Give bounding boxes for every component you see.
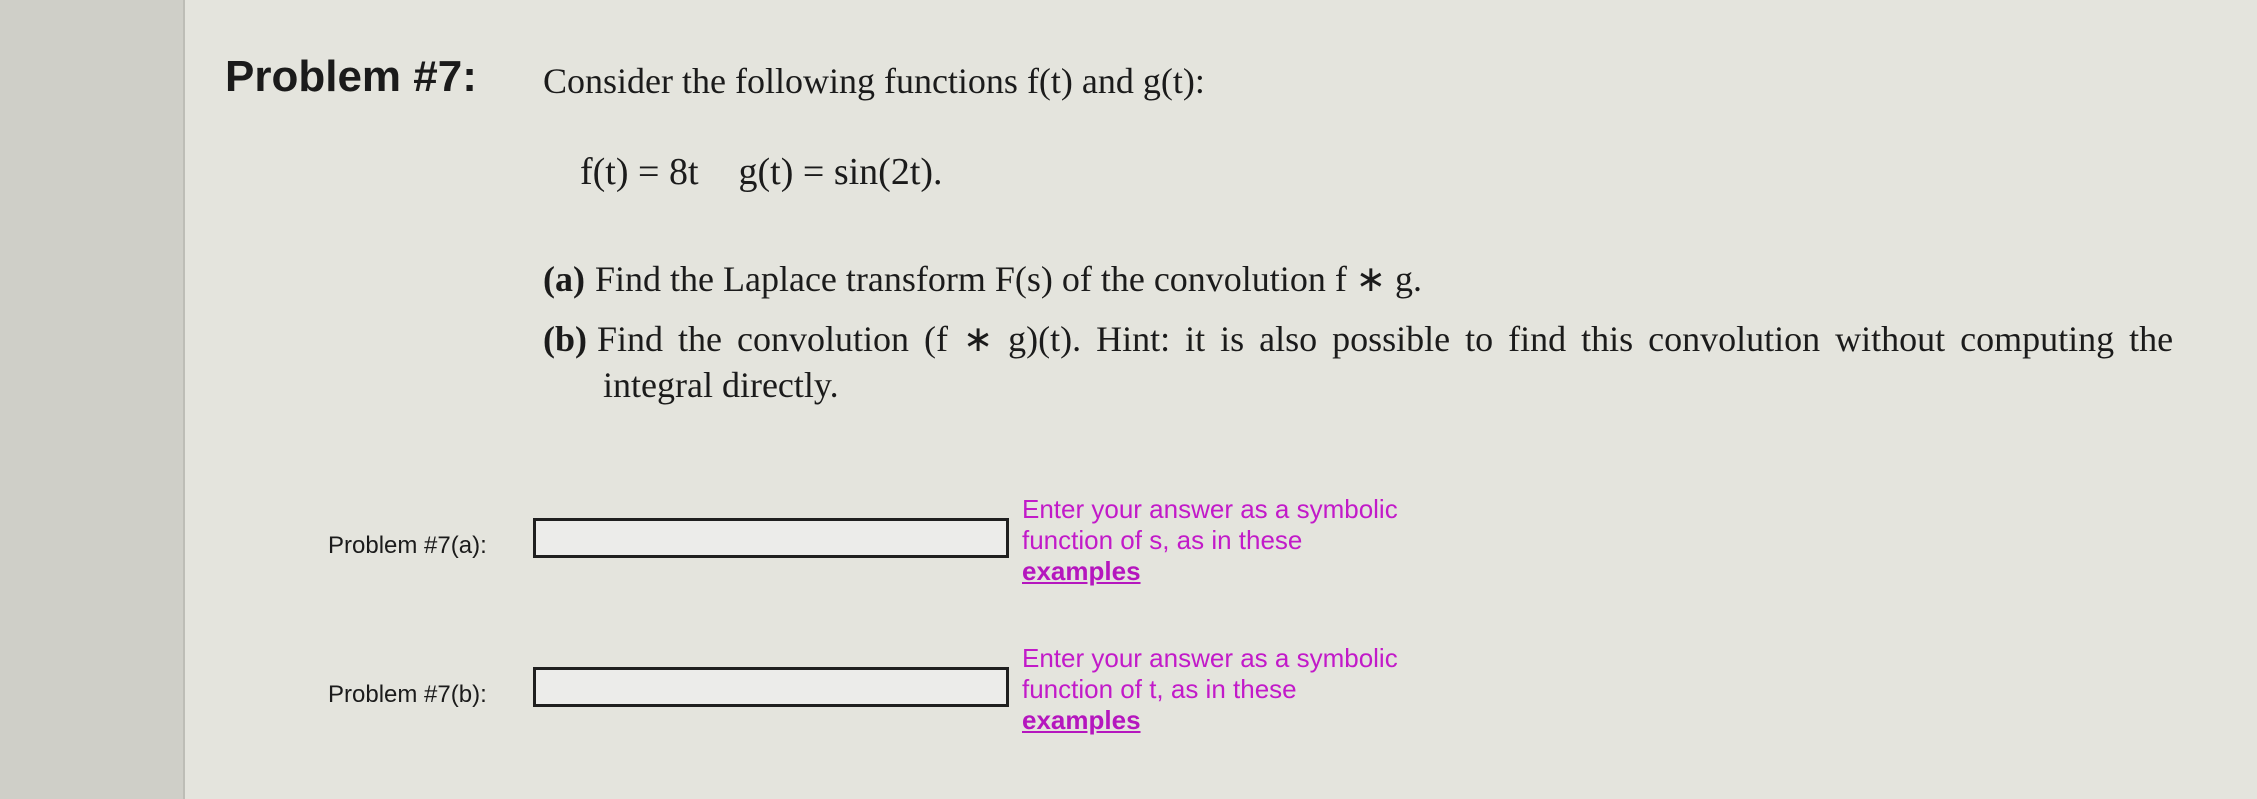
answer-b-input[interactable] bbox=[533, 667, 1009, 707]
part-a-text: Find the Laplace transform F(s) of the convolution f ∗ g. bbox=[594, 259, 1422, 299]
part-b-text-line1: Find the convolution (f ∗ g)(t). Hint: it is also possible to find this convolution without computing the bbox=[597, 319, 2174, 359]
part-b-text-line2: integral directly. bbox=[603, 365, 839, 405]
answer-b-hint bbox=[1022, 643, 1398, 736]
g-definition: g(t) = sin(2t). bbox=[738, 151, 943, 193]
part-a bbox=[543, 256, 1422, 302]
part-b bbox=[543, 316, 2243, 408]
problem-heading: Problem #7: bbox=[225, 52, 477, 101]
answer-a-hint bbox=[1022, 494, 1398, 587]
left-margin-strip bbox=[0, 0, 185, 799]
f-definition: f(t) = 8t bbox=[580, 151, 699, 193]
answer-a-examples-link[interactable]: examples bbox=[1022, 556, 1141, 586]
answer-a-hint-line2: function of s, as in these bbox=[1022, 525, 1303, 555]
answer-b-examples-link[interactable]: examples bbox=[1022, 705, 1141, 735]
answer-b-hint-line1: Enter your answer as a symbolic bbox=[1022, 643, 1398, 673]
answer-b-hint-line2: function of t, as in these bbox=[1022, 674, 1297, 704]
problem-intro: Consider the following functions f(t) and g(t): bbox=[543, 61, 1205, 101]
answer-a-input[interactable] bbox=[533, 518, 1009, 558]
part-b-label: (b) bbox=[543, 319, 587, 359]
part-a-label: (a) bbox=[543, 259, 585, 299]
answer-a-hint-line1: Enter your answer as a symbolic bbox=[1022, 494, 1398, 524]
function-definitions bbox=[580, 150, 943, 194]
answer-a-label: Problem #7(a): bbox=[328, 532, 487, 559]
answer-b-label: Problem #7(b): bbox=[328, 681, 487, 708]
